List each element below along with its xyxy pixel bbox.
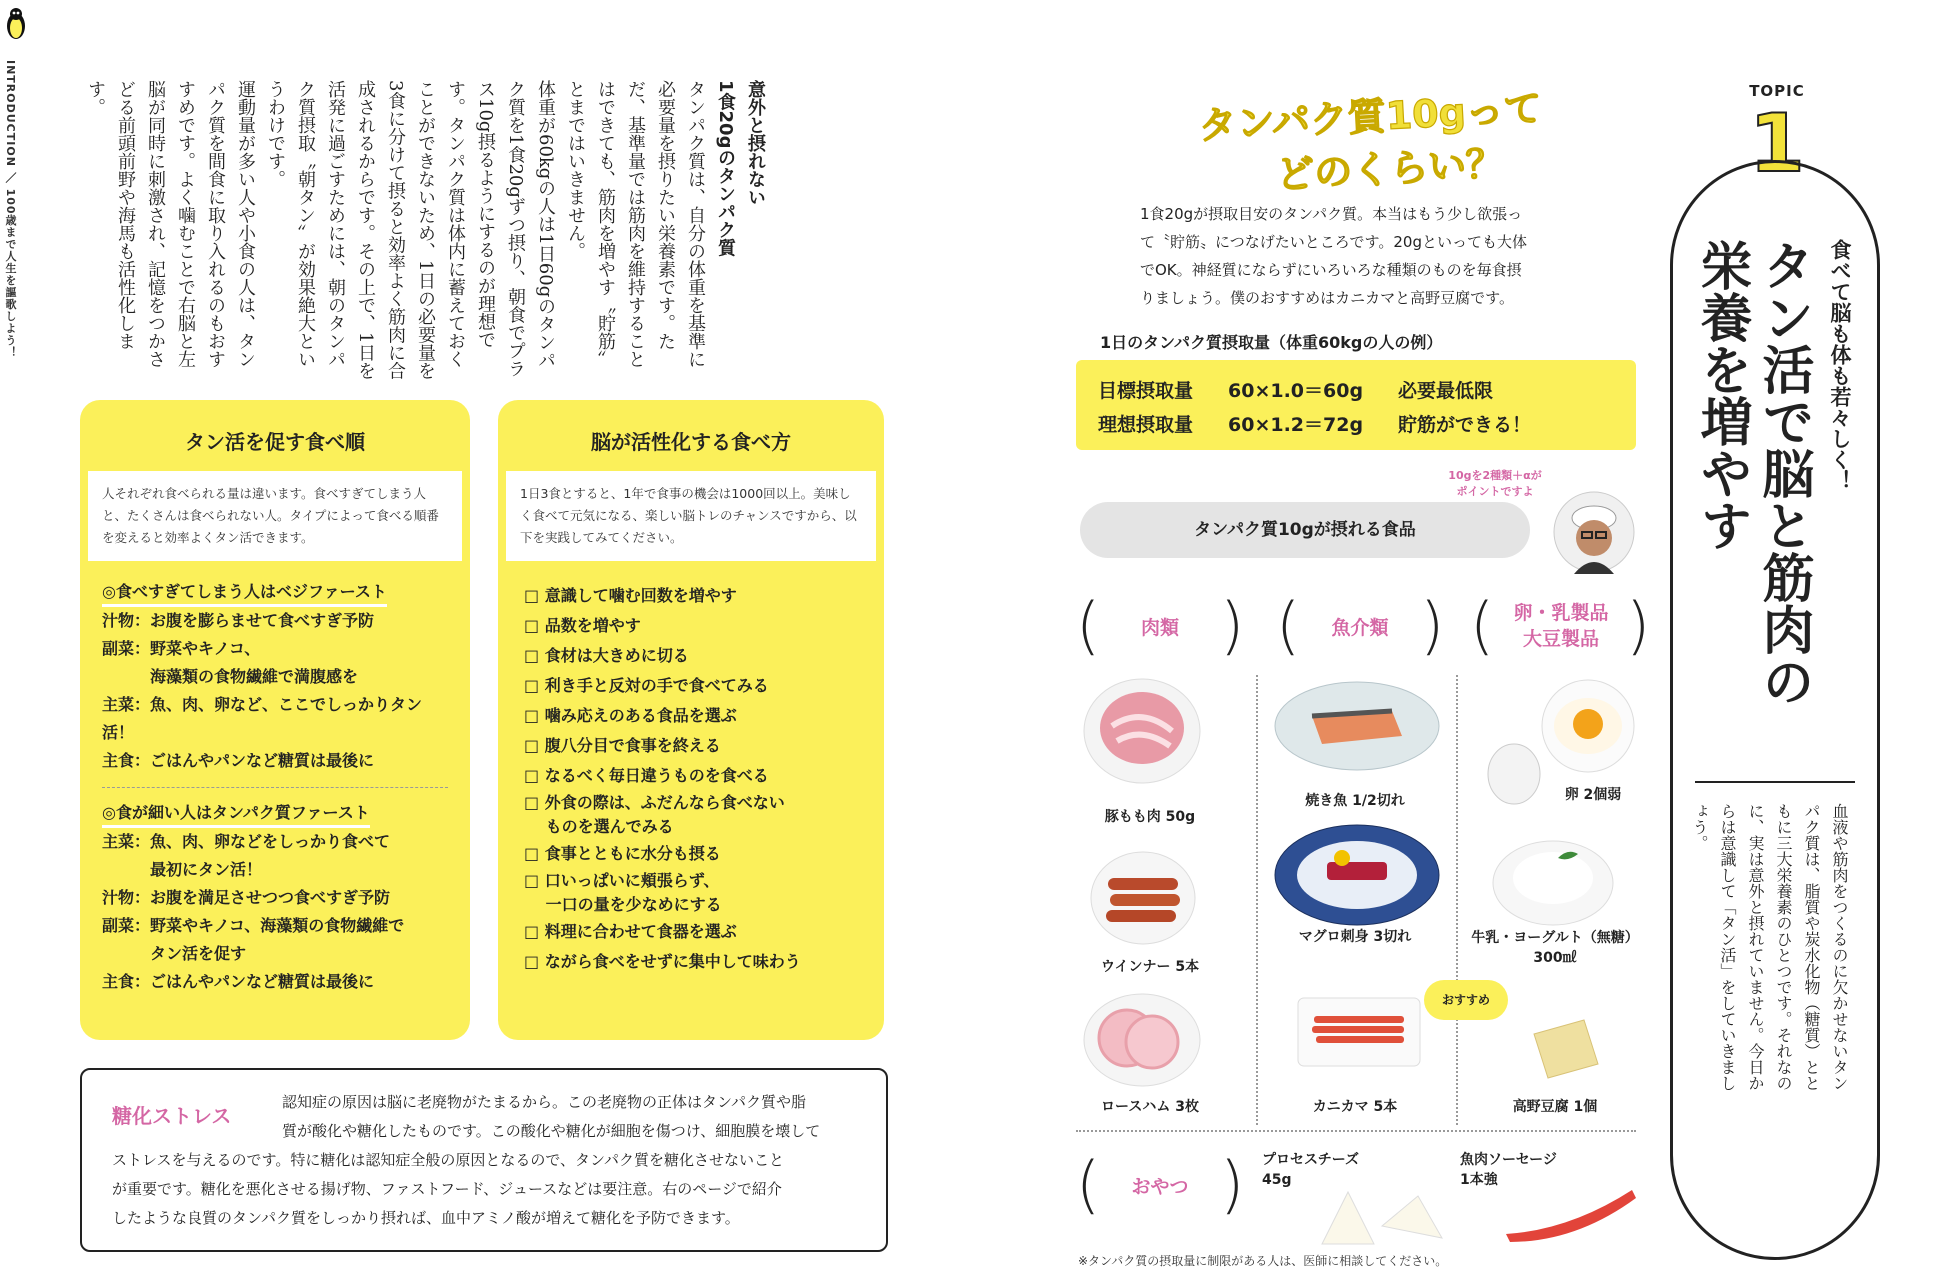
list-item: 主菜：魚、肉、卵などをしっかり食べて [102, 832, 391, 851]
intake-row-1-calc: 60×1.0＝60g [1228, 380, 1364, 402]
protein-first-heading: ◎食が細い人はタンパク質ファースト [102, 800, 370, 828]
topic-title-2: 栄養を増やす [1691, 239, 1751, 551]
snack-label-line: プロセスチーズ [1262, 1152, 1360, 1168]
brain-checklist [498, 561, 884, 977]
food-label-ham: ロースハム 3枚 [1101, 1099, 1199, 1115]
koya-tofu-image [1524, 1014, 1604, 1084]
author-avatar [1552, 490, 1636, 574]
checklist-item: □ 意識して噛む回数を増やす [524, 586, 737, 605]
brain-activation-box [498, 400, 884, 1040]
list-item: 主食：ごはんやパンなど糖質は最後に [102, 751, 375, 770]
wiener-image [1088, 848, 1198, 948]
checklist-item: □ なるべく毎日違うものを食べる [524, 766, 769, 785]
food-label-fish: 焼き魚 1/2切れ [1305, 793, 1405, 809]
paren-right: ) [1220, 1148, 1245, 1221]
protein-first-list [102, 828, 448, 996]
glycation-title: 糖化ストレス [112, 1104, 232, 1128]
intro-heading-1: 意外と摂れない [745, 80, 766, 206]
eating-order-intro: 人それぞれ食べられる量は違います。食べすぎてしまう人と、たくさんは食べられない人。タイプによって食べる順番を変えると効率よくタン活できます。 [88, 471, 462, 561]
paren-right: ) [1626, 589, 1651, 662]
checklist-item: □ 利き手と反対の手で食べてみる [524, 676, 769, 695]
milk-yogurt-image [1488, 828, 1618, 928]
intake-row-2-label: 理想摂取量 [1098, 414, 1194, 436]
intake-row-1-label: 目標摂取量 [1098, 380, 1194, 402]
list-item: 汁物：お腹を膨らませて食べすぎ予防 [102, 611, 375, 630]
intro-column-text [80, 80, 770, 380]
advice-note-line: 10gを2種類＋αが [1448, 469, 1542, 482]
checklist-item: □ 腹八分目で食事を終える [524, 736, 721, 755]
foods-header-bubble [1080, 502, 1530, 558]
column-divider [1256, 675, 1258, 1125]
kanikama-image [1294, 992, 1424, 1072]
list-item: 主菜：魚、肉、卵など、ここでしっかりタン活！ [102, 695, 423, 742]
list-item: 主食：ごはんやパンなど糖質は最後に [102, 972, 375, 991]
category-fish: 魚介類 [1331, 617, 1389, 639]
lead-line: でOK。神経質にならずにいろいろな種類のものを毎食摂 [1140, 261, 1522, 279]
fish-sausage-image [1500, 1180, 1640, 1244]
topic-number: 1 [1749, 97, 1805, 190]
snack-label-line: 45g [1262, 1172, 1292, 1188]
veg-first-heading: ◎食べすぎてしまう人はベジファースト [102, 579, 387, 607]
topic-divider [1695, 781, 1855, 783]
intake-row-2-calc: 60×1.2＝72g [1228, 414, 1364, 436]
checklist-item: □ 食事とともに水分も摂る [524, 844, 721, 863]
checklist-item: ものを選んでみる [524, 817, 674, 836]
intro-paragraph-3: 運動量が多い人や小食の人は、タンパク質を間食に取り入れるのもおすすめです。よく噛むことで右脳と左脳が同時に刺激され、記憶をつかさどる前頭前野や海馬も活性化します。 [85, 80, 256, 368]
food-label-tuna: マグロ刺身 3切れ [1298, 929, 1412, 945]
intake-row-1-note: 必要最低限 [1398, 380, 1494, 402]
food-label-kanikama: カニカマ 5本 [1312, 1099, 1398, 1115]
food-label-egg: 卵 2個弱 [1564, 787, 1622, 803]
glycation-line: 認知症の原因は脳に老廃物がたまるから。この老廃物の正体はタンパク質や脂 [282, 1093, 806, 1111]
grilled-fish-image [1272, 676, 1442, 776]
list-item: 副菜：野菜やキノコ、 [102, 639, 261, 658]
tuna-sashimi-image [1272, 820, 1442, 930]
checklist-item: □ 口いっぱいに頬張らず、 [524, 871, 720, 890]
paren-left: ( [1470, 589, 1495, 662]
lead-text [1140, 200, 1640, 312]
paren-left: ( [1076, 589, 1101, 662]
recommend-badge [1424, 980, 1508, 1020]
food-label-pork: 豚もも肉 50g [1104, 809, 1196, 825]
brain-activation-title: 脳が活性化する食べ方 [591, 430, 791, 454]
food-label-tofu: 高野豆腐 1個 [1512, 1099, 1598, 1115]
intro-paragraph-1: タンパク質は、自分の体重を基準に必要量を摂りたい栄養素です。ただ、基準量では筋肉を維持することはできても、筋肉を増やす〝貯筋〟とまではいきません。 [565, 80, 706, 368]
topic-label: TOPIC [1749, 82, 1805, 100]
checklist-item: □ 食材は大きめに切る [524, 646, 689, 665]
snacks-label: おやつ [1131, 1176, 1189, 1198]
advice-note-line: ポイントですよ [1456, 485, 1534, 498]
intake-row-2-note: 貯筋ができる！ [1398, 414, 1532, 436]
snacks-divider [1076, 1130, 1636, 1132]
brain-activation-intro: 1日3食とすると、1年で食事の機会は1000回以上。美味しく食べて元気になる、楽しい脳トレのチャンスですから、以下を実践してみてください。 [506, 471, 876, 561]
headline-2: どのくらい？ [1275, 141, 1506, 197]
glycation-line: したような良質のタンパク質をしっかり摂れば、血中アミノ酸が増えて糖化を予防できます。 [112, 1209, 740, 1227]
snack-label-line: 1本強 [1460, 1172, 1498, 1188]
category-line: 卵・乳製品 [1513, 602, 1609, 624]
category-egg-dairy [1496, 600, 1626, 652]
intro-paragraph-2: 体重が60kgの人は1日60gのタンパク質を1食20gずつ摂り、朝食でプラス10g摂るようにするのが理想です。タンパク質は体内に蓄えておくことができないため、1日の必要量を3食に分けて摂ると効率よく筋肉に合成されるからです。その上で、1日を活発に過ごすためには、朝のタンパク質摂取〝朝タン〟が効果絶大というわけです。 [265, 80, 556, 380]
cheese-image [1318, 1186, 1448, 1250]
ham-image [1082, 990, 1202, 1090]
divider [102, 787, 448, 788]
paren-right: ) [1420, 589, 1445, 662]
topic-subtitle: 食べて脳も体も若々しく！ [1828, 239, 1852, 491]
veg-first-list [102, 607, 448, 775]
headline-1: タンパク質10gって [1197, 86, 1543, 148]
food-label-line: 300㎖ [1533, 950, 1577, 966]
eating-order-box [80, 400, 470, 1040]
checklist-item: □ 料理に合わせて食器を選ぶ [524, 922, 737, 941]
advice-note [1440, 468, 1550, 500]
list-item: 海藻類の食物繊維で満腹感を [102, 667, 359, 686]
checklist-item: □ 品数を増やす [524, 616, 641, 635]
penguin-logo-icon [6, 6, 26, 40]
paren-left: ( [1276, 589, 1301, 662]
list-item: 副菜：野菜やキノコ、海藻類の食物繊維で [102, 916, 405, 935]
snack-cheese-label [1262, 1150, 1359, 1190]
column-divider [1456, 675, 1458, 1125]
glycation-line: が重要です。糖化を悪化させる揚げ物、ファストフード、ジュースなどは要注意。右のページで紹介 [112, 1180, 782, 1198]
intro-heading-2: 1食20gのタンパク質 [715, 80, 736, 257]
category-meat: 肉類 [1140, 617, 1179, 639]
footnote: ※タンパク質の摂取量に制限がある人は、医師に相談してください。 [1078, 1254, 1448, 1268]
list-item: タン活を促す [102, 944, 247, 963]
paren-right: ) [1220, 589, 1245, 662]
checklist-item: □ 噛み応えのある食品を選ぶ [524, 706, 737, 725]
food-label-line: 牛乳・ヨーグルト（無糖） [1471, 930, 1639, 946]
checklist-item: □ ながら食べをせずに集中して味わう [524, 952, 801, 971]
glycation-body [112, 1088, 872, 1233]
checklist-item: □ 外食の際は、ふだんなら食べない [524, 793, 785, 812]
list-item: 汁物：お腹を満足させつつ食べすぎ予防 [102, 888, 391, 907]
category-line: 大豆製品 [1522, 628, 1599, 650]
snack-label-line: 魚肉ソーセージ [1460, 1152, 1557, 1168]
glycation-line: ストレスを与えるのです。特に糖化は認知症全般の原因となるので、タンパク質を糖化させないこと [112, 1151, 785, 1169]
intake-title: 1日のタンパク質摂取量（体重60kgの人の例） [1100, 333, 1443, 352]
lead-line: て〝貯筋〟につなげたいところです。20gといっても大体 [1140, 233, 1527, 251]
pork-image [1082, 676, 1202, 786]
glycation-line: 質が酸化や糖化したものです。この酸化や糖化が細胞を傷つけ、細胞膜を壊して [282, 1122, 821, 1140]
list-item: 最初にタン活！ [102, 860, 263, 879]
checklist-item: 一口の量を少なめにする [524, 895, 722, 914]
paren-left: ( [1076, 1148, 1101, 1221]
food-label-wiener: ウインナー 5本 [1100, 959, 1200, 975]
lead-line: 1食20gが摂取目安のタンパク質。本当はもう少し欲張っ [1140, 205, 1523, 223]
food-label-milk [1470, 928, 1640, 968]
lead-line: りましょう。僕のおすすめはカニカマと高野豆腐です。 [1140, 289, 1514, 307]
running-head: INTRODUCTION ／ 100歳まで人生を謳歌しよう！ [4, 60, 17, 359]
recommend-text: おすすめ [1441, 993, 1491, 1007]
topic-body: 血液や筋肉をつくるのに欠かせないタンパク質は、脂質や炭水化物（糖質）とともに三大栄養素のひとつです。それなのに、実は意外と摂れていません。今日からは意識して「タン活」をしていきましょう。 [1690, 803, 1849, 1091]
topic-pill [1670, 160, 1880, 1260]
intake-box [1076, 360, 1636, 450]
glycation-stress-box [80, 1068, 888, 1252]
topic-title-1: タン活で脳と筋肉の [1753, 239, 1813, 707]
eating-order-title: タン活を促す食べ順 [185, 430, 365, 454]
foods-header: タンパク質10gが摂れる食品 [1194, 520, 1416, 540]
